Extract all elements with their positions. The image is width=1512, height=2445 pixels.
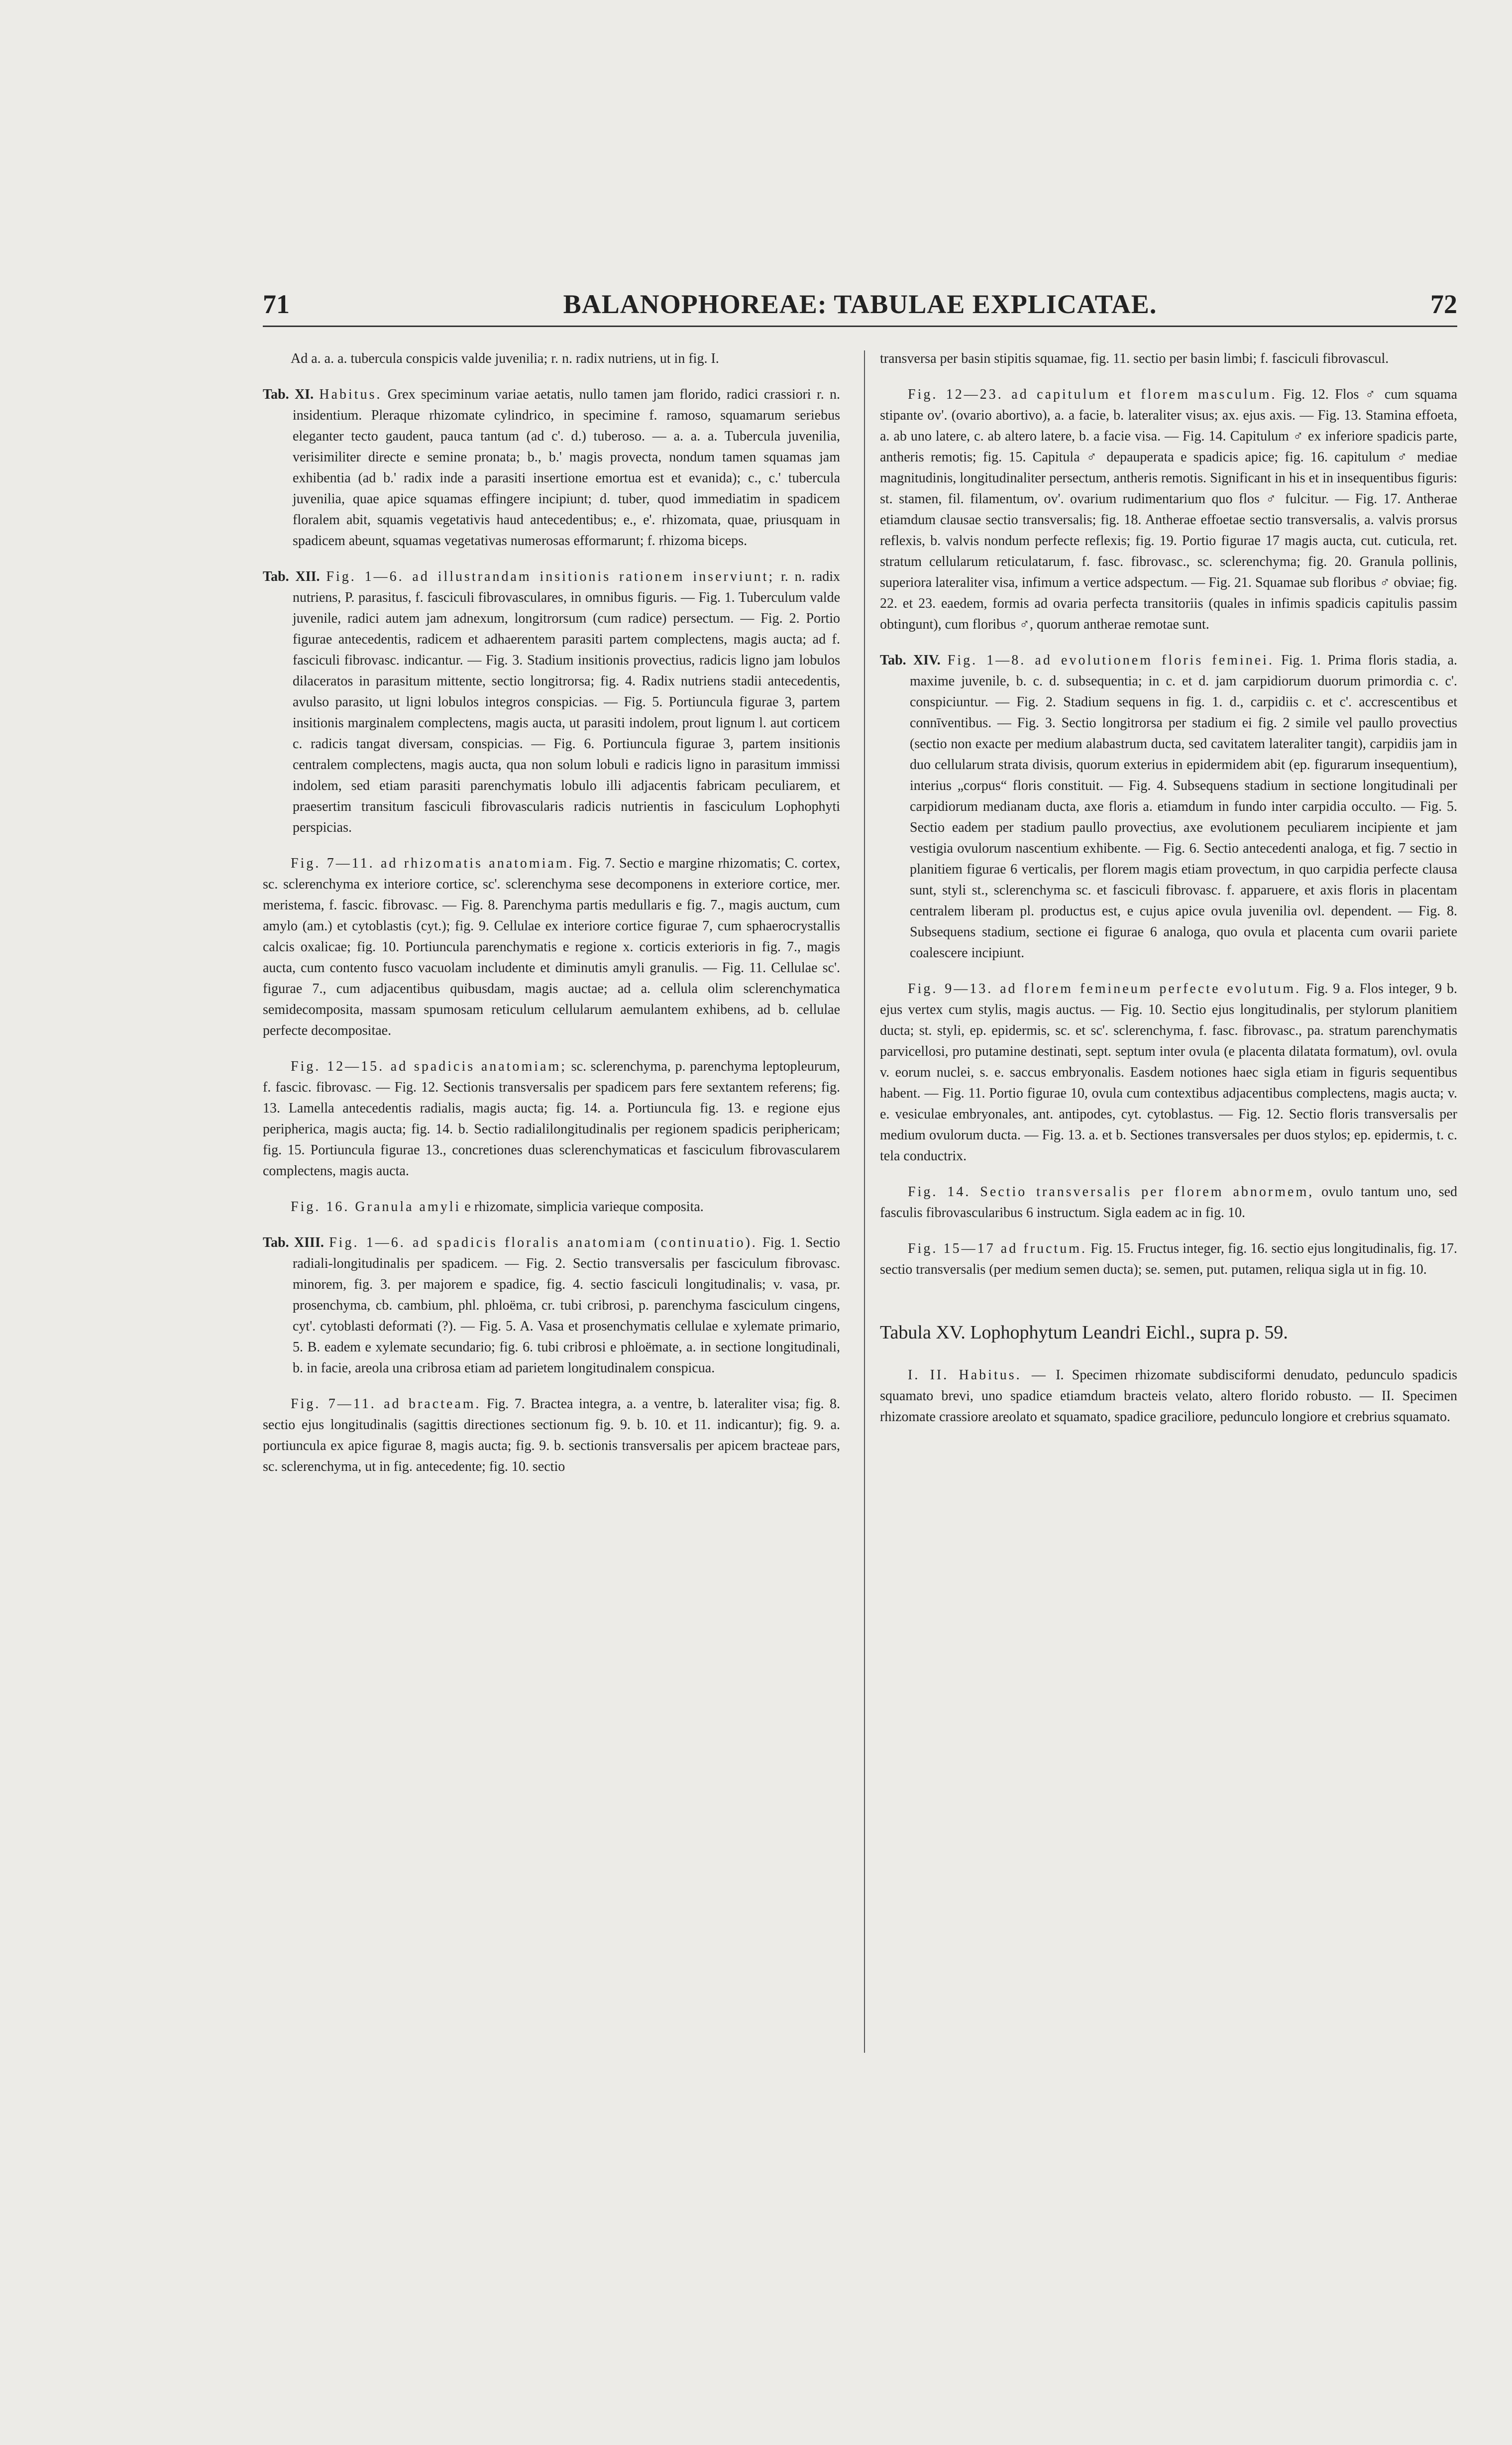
paragraph-text: I. Specimen rhizomate subdisciformi denudato, pedunculo spadicis squamato brevi, uno spadice etiamdum bracteis velato, altero florido robusto. — II. Specimen rhizomate crassiore areolato et squamato, spadice graciliore, pedunculo longiore et crebrius squamato. (880, 1367, 1457, 1425)
paragraph (263, 1394, 840, 1477)
figure-label: Fig. 14. Sectio transversalis per florem abnormem, (908, 1184, 1314, 1200)
plate-entry (263, 1232, 840, 1379)
figure-label: Fig. 1—8. ad evolutionem floris feminei. (947, 653, 1274, 668)
figure-label: Fig. 7—11. ad rhizomatis anatomiam. (291, 856, 574, 871)
paragraph-text: Fig. 9 a. Flos integer, 9 b. ejus vertex cum stylis, magis auctus. — Fig. 10. Sectio ejus longitudinalis, per stylorum planitiem ducta; st. styli, ep. epidermis, sc. et sc'. sclerenchyma, f. fasc. fibrovasc., pa. stratum parenchymatis parvicellosi, pro putamine destinati, sept. septum inter ovula (e placenta dilatata formatum), ovl. ovula v. eorum nuclei, s. e. saccus embryonalis. Easdem notiones haec sigla etiam in figuris sequentibus habent. — Fig. 11. Portio figurae 10, ovula cum contextibus adjacentibus complectens, magis aucta; v. e. vesiculae embryonales, ant. antipodes, cyt. cytoblastus. — Fig. 12. Sectio floris transversalis per medium ovulorum ducta. — Fig. 13. a. et b. Sectiones transversales per duos stylos; ep. epidermis, t. c. tela conductrix. (880, 981, 1457, 1164)
column-divider (864, 350, 865, 2053)
paragraph (263, 853, 840, 1041)
figure-label: Habitus. (319, 387, 382, 402)
paragraph (880, 384, 1457, 635)
plate-entry (263, 566, 840, 838)
page-number-right: 72 (1430, 289, 1457, 319)
page-number-left: 71 (263, 289, 290, 319)
paragraph-text: Fig. 12. Flos ♂ cum squama stipante ov'. (ovario abortivo), a. a facie, b. lateraliter visus; ax. ejus axis. — Fig. 13. Stamina effoeta, a. ab uno latere, c. ab altero latere, b. a facie visa. — Fig. 14. Capitulum ♂ ex inferiore spadicis parte, antheris remotis; fig. 15. Capitula ♂ depauperata e spadicis apice; fig. 16. capitulum ♂ mediae magnitudinis, longitudinaliter persectum, antheris remotis. Significant in his et in insequentibus figuris: st. stamen, fil. filamentum, ov'. ovarium rudimentarium quo flos ♂ fulcitur. — Fig. 17. Antherae etiamdum clausae sectio transversalis; fig. 18. Antherae effoetae sectio transversalis, a. valvis prorsus reflexis, b. valvis nondum perfecte reflexis; fig. 19. Portio figurae 17 magis aucta, cut. cuticula, ret. stratum cellularum reticulatarum, f. fasc. fibrovasc., sc. sclerenchyma; fig. 20. Granula pollinis, superiora lateraliter visa, infimum a vertice adspectum. — Fig. 21. Squamae sub floribus ♂ obviae; fig. 22. et 23. eaedem, formis ad ovaria perfecta transitoriis (quales in infimis spadicis capitulis passim obtingunt), cum floribus ♂, quorum antherae remotae sunt. (880, 387, 1458, 632)
paragraph-text: Fig. 1. Sectio radiali-longitudinalis per spadicem. — Fig. 2. Sectio transversalis per fasciculum fibrovasc. minorem, fig. 3. per majorem e spadice, fig. 4. sectio fasciculi longitudinalis; v. vasa, pr. prosenchyma, cb. cambium, phl. phloëma, cr. tubi cribrosi, p. parenchyma fasciculum cingens, cyt'. cytoblasti deformati (?). — Fig. 5. A. Vasa et prosenchymatis cellulae e xylemate primario, 5. B. eadem e xylemate secundario; fig. 6. tubi cribrosi e phloëmate, a. in sectione longitudinali, b. in facie, areola una cribrosa etiam ad parietem longitudinalem conspicua. (293, 1235, 840, 1376)
paragraph-text: r. n. radix nutriens, P. parasitus, f. fasciculi fibrovasculares, in omnibus figuris. — Fig. 1. Tuberculum valde juvenile, radici autem jam adnexum, longitrorsum (cum radice) persectum. — Fig. 2. Portio figurae antecedentis, radicem et adhaerentem parasiti partem complectens, magis aucta; ad f. fasciculi fibrovasc. indicantur. — Fig. 3. Stadium insitionis provectius, radicis ligno jam lobulos dilaceratos in parasitum mittente, sectio longitrorsa; fig. 4. Radix nutriens stadii antecedentis, avulso parasito, ut ligni lobulos integros conspicias. — Fig. 5. Portiuncula figurae 3, partem insitionis marginalem complectens, magis aucta, ut parasiti indolem, prout lignum l. aut corticem c. radicis tangat diversam, conspicias. — Fig. 6. Portiuncula figurae 3, partem insitionis centralem complectens, magis aucta, qua non solum lobuli e radicis ligno in parasitum immissi indolem, sed etiam parasiti parenchymatis lobulo illi adjacentis fabricam peculiarem, et praesertim transitum fasciculi fibrovascularis radicis nutrientis in fasciculum Lophophyti perspicias. (293, 569, 841, 835)
figure-label: Fig. 9—13. ad florem femineum perfecte evolutum. (908, 981, 1301, 997)
paragraph (263, 1197, 840, 1218)
paragraph-text: Fig. 15. Fructus integer, fig. 16. sectio ejus longitudinalis, fig. 17. sectio transversalis (per medium semen ducta); se. semen, put. putamen, reliqua sigla ut in fig. 10. (880, 1241, 1458, 1277)
plate-label: Tab. XIII. (263, 1235, 324, 1250)
paragraph (880, 1365, 1457, 1428)
left-column (263, 348, 840, 1492)
page-header (263, 289, 1457, 329)
figure-label: Fig. 7—11. ad bracteam. (291, 1396, 481, 1412)
plate-entry (263, 384, 840, 552)
paragraph (263, 348, 840, 369)
figure-label: Fig. 1—6. ad illustrandam insitionis rationem inserviunt; (326, 569, 775, 584)
running-title: BALANOPHOREAE: TABULAE EXPLICATAE. (563, 289, 1157, 319)
paragraph-text: Fig. 7. Bractea integra, a. a ventre, b. lateraliter visa; fig. 8. sectio ejus longitudinalis (sagittis directiones sectionum fig. 9. b. 10. et 11. indicantur); fig. 9. a. portiuncula ex apice figurae 8, magis aucta; fig. 9. b. sectionis transversalis per apicem bracteae pars, sc. sclerenchyma, ut in fig. antecedente; fig. 10. sectio (263, 1396, 841, 1474)
plate-label: Tab. XII. (263, 569, 320, 584)
paragraph-text: Grex speciminum variae aetatis, nullo tamen jam florido, radici crassiori r. n. insidentium. Pleraque rhizomate cylindrico, in specimine f. ramoso, squamarum seriebus eleganter tecto gaudent, pauca tantum (ad c'. d.) tuberoso. — a. a. a. Tubercula juvenilia, verisimiliter directe e semine pronata; b., b.' magis provecta, nondum tamen squamas jam exhibentia (ad b.' radix inde a parasiti insertione emortua est et evanida); c., c.' tubercula juvenilia, quae apice squamas effingere incipiunt; d. tuber, quod immediatim in spadicem floralem abit, squamis vegetativis haud antecedentibus; e., e'. rhizomata, quae, priusquam in spadicem abeunt, squamas vegetativas numerosas efformarunt; f. rhizoma biceps. (293, 387, 841, 549)
paragraph (880, 348, 1457, 369)
paragraph (263, 1056, 840, 1182)
paragraph-text: ovulo tantum uno, sed fasculis fibrovascularibus 6 instructum. Sigla eadem ac in fig. 10. (880, 1184, 1458, 1221)
right-column (880, 348, 1457, 1443)
paragraph (880, 1238, 1457, 1280)
paragraph-text: Fig. 7. Sectio e margine rhizomatis; C. cortex, sc. sclerenchyma ex interiore cortice, sc'. sclerenchyma sese decomponens in exteriore cortice, mer. meristema, f. fascic. fibrovasc. — Fig. 8. Parenchyma partis medullaris e fig. 7., magis auctum, cum amylo (am.) et cytoblastis (cyt.); fig. 9. Cellulae ex interiore cortice figurae 7, cum sphaerocrystallis calcis oxalicae; fig. 10. Portiuncula parenchymatis e regione x. corticis exterioris in fig. 7., magis aucta, cum contento fusco vacuolam includente et diminutis amyli granulis. — Fig. 11. Cellulae sc'. figurae 7., cum adjacentibus quibusdam, magis auctae; ad a. cellula olim sclerenchymatica semidecomposita, massam spumosam reticulum cellularum aemulantem exhibens, ad b. cellulae perfecte decompositae. (263, 856, 840, 1038)
plate-label: Tab. XIV. (880, 653, 941, 668)
paragraph-text: Ad a. a. a. tubercula conspicis valde juvenilia; r. n. radix nutriens, ut in fig. I. (291, 351, 719, 366)
paragraph-text: Fig. 1. Prima floris stadia, a. maxime juvenile, b. c. d. subsequentia; in c. et d. jam carpidiorum duorum primordia c. c'. conspiciuntur. — Fig. 2. Stadium sequens in fig. 1. d., carpidiis c. et c'. accrescentibus et connīventibus. — Fig. 3. Sectio longitrorsa per stadium ei fig. 2 simile vel paullo provectius (sectio non exacte per medium alabastrum ducta, sed cavitatem lateraliter tangit), carpidiis jam in duo cellularum strata divisis, quorum exterius in epidermidem abit (ep. figurarum insequentium), interius „corpus“ floris constituit. — Fig. 4. Subsequens stadium in sectione longitudinali per carpidiorum medianam ducta, axe floris a. etiamdum in fundo inter carpidia occulto. — Fig. 5. Sectio eadem per stadium paullo provectius, axe evolutionem peculiarem incipiente et jam vestigia ovulorum nascentium exhibente. — Fig. 6. Sectio antecedenti analoga, et fig. 7 sectio in planitiem figurae 6 verticalis, per florem magis etiam provectum, in quo carpidia perfecte clausa sunt, styli st., sclerenchyma sc. et fasciculi fibrovasc. f. apparuere, et axis floris in placentam centralem liberam pl. productus est, e cujus apice ovula juvenilia ovl. dependent. — Fig. 8. Subsequens stadium, sectione ei figurae 6 analoga, quo ovula et placenta cum ovarii pariete coalescere incipiunt. (910, 653, 1458, 961)
tabula-title: Tabula XV. Lophophytum Leandri Eichl., supra p. 59. (880, 1322, 1288, 1343)
header-rule (263, 326, 1457, 327)
figure-label: Fig. 16. Granula amyli (291, 1199, 461, 1215)
paragraph-text: e rhizomate, simplicia varieque composita. (464, 1199, 704, 1215)
paragraph (880, 979, 1457, 1167)
paragraph-text: sc. sclerenchyma, p. parenchyma leptopleurum, f. fascic. fibrovasc. — Fig. 12. Sectionis transversalis per spadicem pars fere sextantem referens; fig. 13. Lamella antecedentis radialis, magis aucta; fig. 14. a. Portiuncula fig. 13. e regione ejus peripherica, magis aucta; fig. 14. b. Sectio radialilongitudinalis per regionem spadicis periphericam; fig. 15. Portiuncula figurae 13., concretiones duas sclerenchymaticas et fasciculum fibrovascularem complectens, magis aucta. (263, 1059, 840, 1179)
paragraph-text: transversa per basin stipitis squamae, fig. 11. sectio per basin limbi; f. fasciculi fibrovascul. (880, 351, 1389, 366)
plate-label: Tab. XI. (263, 387, 314, 402)
figure-label: Fig. 15—17 ad fructum. (908, 1241, 1087, 1256)
figure-label: Fig. 12—23. ad capitulum et florem masculum. (908, 387, 1277, 402)
plate-entry (880, 650, 1457, 964)
paragraph (880, 1182, 1457, 1223)
figure-label: Fig. 12—15. ad spadicis anatomiam; (291, 1059, 567, 1074)
figure-label: Fig. 1—6. ad spadicis floralis anatomiam (continuatio). (329, 1235, 757, 1250)
figure-label: I. II. Habitus. — (908, 1367, 1048, 1383)
